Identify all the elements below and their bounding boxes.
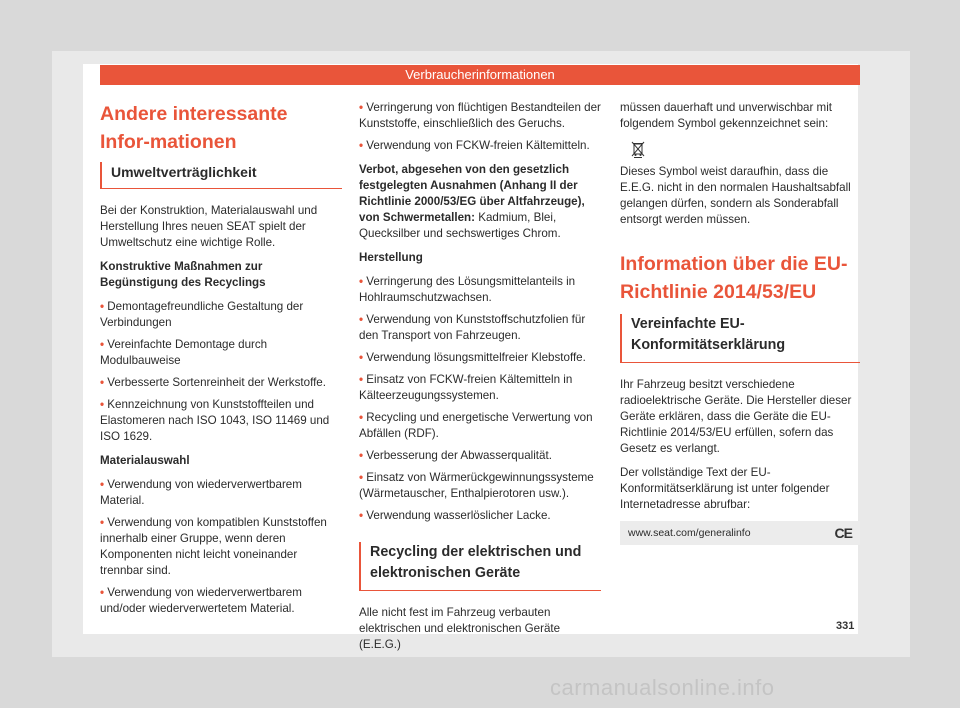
list-item xyxy=(359,372,601,404)
crossed-out-wheelie-bin-icon xyxy=(630,140,646,158)
bullet-icon: • xyxy=(100,516,105,529)
list-item xyxy=(100,397,342,445)
list-item xyxy=(359,410,601,442)
list-item-text: Verringerung des Lösungsmittelanteils in Hohlraumschutzwachsen. xyxy=(359,275,576,304)
bullet-icon: • xyxy=(359,449,364,462)
list-item xyxy=(359,274,601,306)
heavy-metals-paragraph xyxy=(359,162,601,242)
list-item xyxy=(100,515,342,579)
list-item xyxy=(100,477,342,509)
heading-eu-directive: Information über die EU-Richtlinie 2014/53/EU xyxy=(620,253,848,303)
heavy-metals-list: Kadmium, Blei, Quecksilber und sechswertiges Chrom. xyxy=(359,211,561,240)
list-item-text: Verwendung von Kunststoffschutzfolien für den Transport von Fahrzeugen. xyxy=(359,313,586,342)
watermark: carmanualsonline.info xyxy=(550,675,775,700)
symbol-intro-paragraph: müssen dauerhaft und unverwischbar mit folgendem Symbol gekennzeichnet sein: xyxy=(620,101,833,130)
intro-paragraph: Bei der Konstruktion, Materialauswahl und Herstellung Ihres neuen SEAT spielt der Umweltschutz eine wichtige Rolle. xyxy=(100,204,318,249)
bullet-icon: • xyxy=(100,586,105,599)
production-title: Herstellung xyxy=(359,251,423,264)
bullet-icon: • xyxy=(100,376,105,389)
list-item xyxy=(359,312,601,344)
list-item-text: Verwendung von wiederverwertbarem und/oder wiederverwertetem Material. xyxy=(100,586,302,615)
bullet-icon: • xyxy=(359,275,364,288)
bullet-icon: • xyxy=(359,411,364,424)
symbol-explanation: Dieses Symbol weist daraufhin, dass die E.E.G. nicht in den normalen Haushaltsabfall gelangen dürfen, sondern als Sonderabfall entsorgt werden müssen. xyxy=(620,165,851,226)
list-item-text: Verwendung wasserlöslicher Lacke. xyxy=(366,509,551,522)
bullet-icon: • xyxy=(100,338,105,351)
material-title: Materialauswahl xyxy=(100,454,190,467)
heading-other-info: Andere interessante Infor-mationen xyxy=(100,103,288,153)
bullet-icon: • xyxy=(359,313,364,326)
bullet-icon: • xyxy=(100,478,105,491)
list-item-text: Einsatz von FCKW-freien Kältemitteln in Kälteerzeugungssystemen. xyxy=(359,373,573,402)
section-header-bar xyxy=(100,65,860,85)
list-item xyxy=(100,337,342,369)
list-item xyxy=(359,508,601,524)
bullet-icon: • xyxy=(359,373,364,386)
url-box xyxy=(620,521,860,545)
recycling-paragraph: Alle nicht fest im Fahrzeug verbauten elektrischen und elektronischen Geräte (E.E.G.) xyxy=(359,606,561,651)
list-item xyxy=(359,470,601,502)
list-item-text: Verwendung von kompatiblen Kunststoffen innerhalb einer Gruppe, wenn deren Komponenten nicht leicht voneinander trennbar sind. xyxy=(100,516,327,577)
production-list xyxy=(359,274,601,524)
list-item-text: Verwendung lösungsmittelfreier Klebstoffe. xyxy=(366,351,586,364)
bullet-icon: • xyxy=(359,509,364,522)
conformity-paragraph: Ihr Fahrzeug besitzt verschiedene radioelektrische Geräte. Die Hersteller dieser Geräte erklären, dass die Geräte die EU-Richtlinie 2014/53/EU erfüllen, sofern das Gesetz es verlangt. xyxy=(620,378,852,455)
subheading-conformity: Vereinfachte EU-Konformitätserklärung xyxy=(620,314,860,363)
bullet-icon: • xyxy=(100,300,105,313)
list-item-text: Kennzeichnung von Kunststoffteilen und Elastomeren nach ISO 1043, ISO 11469 und ISO 1629. xyxy=(100,398,330,443)
section-header-title: Verbraucherinformationen xyxy=(405,67,555,82)
heavy-metals-directive: Verbot, abgesehen von den gesetzlich festgelegten Ausnahmen (Anhang II der Richtlinie 2000/53/EG über Altfahrzeuge), von Schwermetallen: xyxy=(359,163,585,224)
page-number: 331 xyxy=(836,620,855,632)
column-left xyxy=(100,100,342,623)
column-right xyxy=(620,100,860,545)
list-item xyxy=(100,375,342,391)
list-item xyxy=(359,350,601,366)
list-item-text: Einsatz von Wärmerückgewinnungssysteme (Wärmetauscher, Enthalpierotoren usw.). xyxy=(359,471,594,500)
list-item-text: Verbesserung der Abwasserqualität. xyxy=(366,449,552,462)
bullet-icon: • xyxy=(359,139,364,152)
bullet-icon: • xyxy=(100,398,105,411)
bullet-icon: • xyxy=(359,101,364,114)
list-item xyxy=(100,299,342,331)
column-middle xyxy=(359,100,601,661)
material-list-continued xyxy=(359,100,601,154)
list-item xyxy=(359,138,601,154)
list-item-text: Verringerung von flüchtigen Bestandteilen der Kunststoffe, einschließlich des Geruchs. xyxy=(359,101,601,130)
list-item xyxy=(359,100,601,132)
measures-list xyxy=(100,299,342,445)
list-item xyxy=(359,448,601,464)
list-item xyxy=(100,585,342,617)
measures-title: Konstruktive Maßnahmen zur Begünstigung des Recyclings xyxy=(100,260,266,289)
list-item-text: Verwendung von FCKW-freien Kältemitteln. xyxy=(366,139,590,152)
list-item-text: Verbesserte Sortenreinheit der Werkstoffe. xyxy=(107,376,326,389)
list-item-text: Recycling und energetische Verwertung von Abfällen (RDF). xyxy=(359,411,593,440)
ce-mark-icon: CE xyxy=(834,525,852,541)
general-info-link[interactable]: www.seat.com/generalinfo xyxy=(628,527,751,539)
conformity-url-intro: Der vollständige Text der EU-Konformitätserklärung ist unter folgender Internetadresse abrufbar: xyxy=(620,466,830,511)
material-list xyxy=(100,477,342,617)
list-item-text: Demontagefreundliche Gestaltung der Verbindungen xyxy=(100,300,304,329)
list-item-text: Vereinfachte Demontage durch Modulbauweise xyxy=(100,338,268,367)
subheading-recycling: Recycling der elektrischen und elektronischen Geräte xyxy=(359,542,601,591)
bullet-icon: • xyxy=(359,471,364,484)
bullet-icon: • xyxy=(359,351,364,364)
list-item-text: Verwendung von wiederverwertbarem Material. xyxy=(100,478,302,507)
subheading-environment: Umweltverträglichkeit xyxy=(100,162,342,189)
